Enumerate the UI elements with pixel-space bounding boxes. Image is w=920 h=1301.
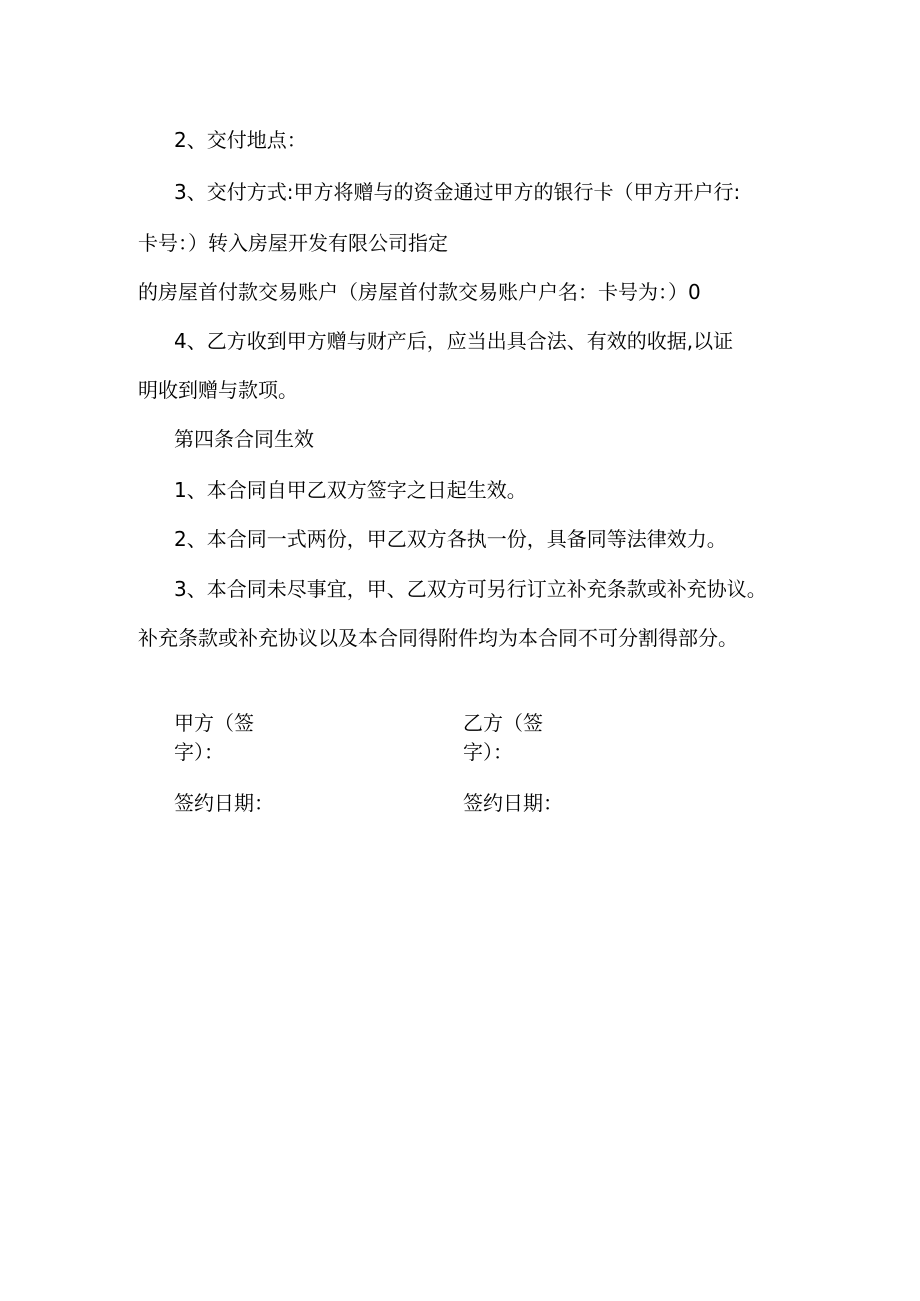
article4-item3-line2: 补充条款或补充协议以及本合同得附件均为本合同不可分割得部分。 (138, 626, 738, 650)
party-a-signature-label-line1: 甲方（签 (174, 711, 254, 735)
party-a-signature-label-line2: 字）： (174, 740, 224, 764)
article4-item2: 2、本合同一式两份，甲乙双方各执一份，具备同等法律效力。 (174, 527, 727, 551)
party-a-sign-date-label: 签约日期： (174, 791, 274, 815)
delivery-method-item-line1: 3、交付方式:甲方将赠与的资金通过甲方的银行卡（甲方开户行: (174, 180, 741, 204)
party-b-signature-label-line2: 字）： (463, 740, 513, 764)
receipt-item-line2: 明收到赠与款项。 (138, 378, 298, 402)
delivery-location-item: 2、交付地点： (174, 128, 307, 152)
article4-heading: 第四条合同生效 (174, 427, 314, 451)
delivery-method-item-line3: 的房屋首付款交易账户（房屋首付款交易账户户名：卡号为：）0 (138, 280, 701, 304)
article4-item3-line1: 3、本合同未尽事宜，甲、乙双方可另行订立补充条款或补充协议。 (174, 577, 767, 601)
delivery-method-item-line2: 卡号：）转入房屋开发有限公司指定 (138, 231, 448, 255)
article4-item1: 1、本合同自甲乙双方签字之日起生效。 (174, 478, 527, 502)
receipt-item-line1: 4、乙方收到甲方赠与财产后，应当出具合法、有效的收据,以证 (174, 329, 734, 353)
party-b-signature-label-line1: 乙方（签 (463, 711, 543, 735)
party-b-sign-date-label: 签约日期： (463, 791, 563, 815)
